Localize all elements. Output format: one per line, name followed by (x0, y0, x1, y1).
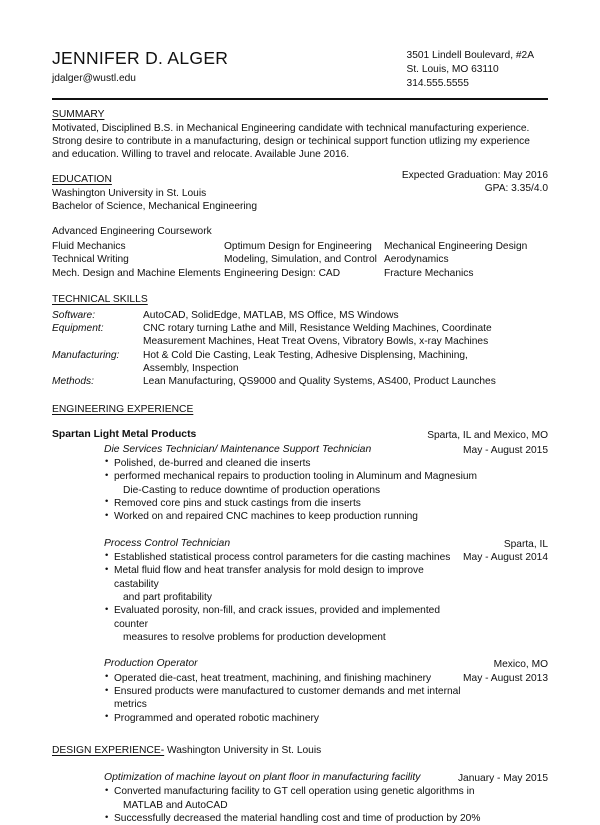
bullet-item (105, 785, 548, 812)
bullet-item (105, 685, 463, 712)
job-title-row (52, 658, 548, 671)
bullet-continuation: and part profitability (123, 592, 212, 604)
company-row (52, 429, 548, 442)
job-bullets-wrap (52, 551, 548, 645)
bullet-continuation: Die-Casting to reduce downtime of production operations (123, 484, 381, 496)
design-experience-section (52, 740, 548, 825)
summary-section (52, 104, 548, 162)
job-bullet-list (104, 457, 548, 524)
company-name: Spartan Light Metal Products (52, 429, 197, 441)
bullet-item (105, 712, 463, 725)
skill-value (143, 322, 548, 349)
course-item: Engineering Design: CAD (224, 267, 341, 279)
bullet-item (105, 812, 548, 825)
course-item: Modeling, Simulation, and Control (224, 254, 377, 266)
skill-value (143, 309, 548, 322)
coursework-table (52, 240, 548, 280)
bullet-continuation: measures to resolve problems for production development (123, 632, 386, 644)
bullet-item (105, 497, 548, 510)
job-bullets-wrap (52, 457, 548, 524)
job-entry (52, 444, 548, 524)
skills-heading: TECHNICAL SKILLS (52, 293, 148, 305)
skills-table (52, 309, 548, 389)
skill-value (143, 375, 548, 388)
resume-header (52, 0, 548, 91)
skill-value-line: CNC rotary turning Lathe and Mill, Resistance Welding Machines, Coordinate (143, 323, 492, 335)
candidate-name: JENNIFER D. ALGER (52, 48, 229, 68)
bullet-text: Worked on and repaired CNC machines to keep production running (114, 511, 418, 523)
bullet-item (105, 457, 548, 470)
skill-value-line: Measurement Machines, Heat Treat Ovens, Vibratory Bowls, x-ray Machines (143, 336, 489, 348)
summary-line-2: Strong desire to contribute in a manufacturing, design or techinical support function utlizing my experience (52, 136, 530, 148)
job-date: May - August 2014 (463, 551, 548, 563)
skills-section (52, 289, 548, 389)
skill-value-line: Assembly, Inspection (143, 362, 239, 374)
design-university (164, 745, 321, 756)
education-degree: Bachelor of Science, Mechanical Engineering (52, 200, 258, 212)
skill-label: Methods: (52, 376, 94, 388)
skill-label: Software: (52, 309, 96, 321)
skill-value-line: Hot & Cold Die Casting, Leak Testing, Adhesive Displensing, Machining, (143, 349, 468, 361)
bullet-item (105, 564, 463, 604)
bullet-item (105, 510, 548, 523)
bullet-text: Evaluated porosity, non-fill, and crack issues, provided and implemented counter (114, 605, 440, 630)
summary-text (52, 122, 548, 162)
job-title: Production Operator (104, 658, 198, 670)
bullet-text: Programmed and operated robotic machinery (114, 712, 319, 724)
job-bullet-list (104, 551, 463, 645)
job-title-row (52, 538, 548, 551)
job-bullet-list (104, 672, 463, 725)
course-item: Fluid Mechanics (52, 241, 126, 253)
design-heading: DESIGN EXPERIENCE- (52, 745, 165, 757)
job-title-row (52, 444, 548, 457)
education-right (402, 169, 548, 196)
project-title-row (104, 772, 548, 785)
course-item: Optimum Design for Engineering (224, 241, 372, 253)
bullet-item (105, 470, 548, 497)
bullet-text: Polished, de-burred and cleaned die inserts (114, 457, 311, 469)
gpa-value: GPA: 3.35/4.0 (484, 182, 548, 194)
job-date: May - August 2013 (463, 672, 548, 684)
bullet-text: Successfully decreased the material handling cost and time of production by 20% (114, 813, 481, 825)
experience-section (52, 399, 548, 725)
bullet-text: Removed core pins and stuck castings from die inserts (114, 497, 361, 509)
job-title: Process Control Technician (104, 537, 231, 549)
header-identity (52, 46, 228, 85)
education-left (52, 169, 257, 214)
contact-block (407, 46, 548, 91)
skill-label: Manufacturing: (52, 349, 120, 361)
job-title: Die Services Technician/ Maintenance Support Technician (104, 443, 372, 455)
job-location: Sparta, IL (503, 538, 548, 550)
job-bullets-wrap (52, 672, 548, 725)
coursework-title: Advanced Engineering Coursework (52, 226, 212, 238)
company-location: Sparta, IL and Mexico, MO (427, 430, 548, 442)
bullet-text: Metal fluid flow and heat transfer analysis for mold design to improve castability (114, 565, 424, 590)
bullet-text: Ensured products were manufactured to customer demands and met internal metrics (114, 686, 461, 711)
summary-line-3: and education. Willing to travel and relocate. Available June 2016. (52, 149, 350, 161)
education-school: Washington University in St. Louis (52, 187, 207, 199)
design-university-label: Washington University in St. Louis (167, 745, 322, 757)
phone-number: 314.555.5555 (406, 77, 469, 89)
skill-value (143, 349, 548, 376)
design-project (52, 772, 548, 825)
education-top-row (52, 169, 548, 214)
course-item: Technical Writing (52, 254, 129, 266)
project-bullet-list (104, 785, 548, 825)
course-item: Fracture Mechanics (384, 267, 474, 279)
job-date: May - August 2015 (463, 444, 548, 456)
bullet-text: Established statistical process control parameters for die casting machines (114, 551, 451, 563)
bullet-continuation: MATLAB and AutoCAD (123, 799, 228, 811)
project-title: Optimization of machine layout on plant floor in manufacturing facility (104, 772, 421, 784)
expected-graduation: Expected Graduation: May 2016 (401, 169, 548, 181)
job-location: Mexico, MO (493, 659, 548, 671)
education-section (52, 169, 548, 280)
skill-value-line: AutoCAD, SolidEdge, MATLAB, MS Office, MS Windows (143, 309, 399, 321)
project-date: January - May 2015 (457, 773, 548, 785)
candidate-email[interactable]: jdalger@wustl.edu (52, 73, 136, 85)
skill-value-line: Lean Manufacturing, QS9000 and Quality Systems, AS400, Product Launches (143, 376, 496, 388)
bullet-text: performed mechanical repairs to production tooling in Aluminum and Magnesium (114, 471, 477, 483)
summary-line-1: Motivated, Disciplined B.S. in Mechanical Engineering candidate with technical manufacturing experience. (52, 122, 530, 134)
header-divider (52, 98, 548, 100)
experience-heading: ENGINEERING EXPERIENCE (52, 404, 194, 416)
address-line-1: 3501 Lindell Boulevard, #2A (406, 50, 534, 61)
bullet-item (105, 604, 463, 644)
bullet-text: Operated die-cast, heat treatment, machining, and finishing machinery (114, 672, 432, 684)
bullet-text: Converted manufacturing facility to GT cell operation using genetic algorithms in (114, 786, 475, 798)
summary-heading: SUMMARY (52, 108, 105, 120)
job-entry (52, 538, 548, 645)
skill-label: Equipment: (52, 323, 104, 335)
address-line-2: St. Louis, MO 63110 (406, 63, 499, 75)
job-entry (52, 658, 548, 725)
course-item: Mech. Design and Machine Elements (52, 267, 221, 279)
education-heading: EDUCATION (52, 173, 112, 185)
bullet-item (105, 551, 463, 564)
course-item: Aerodynamics (384, 254, 449, 266)
bullet-item (105, 672, 463, 685)
course-item: Mechanical Engineering Design (384, 241, 528, 253)
